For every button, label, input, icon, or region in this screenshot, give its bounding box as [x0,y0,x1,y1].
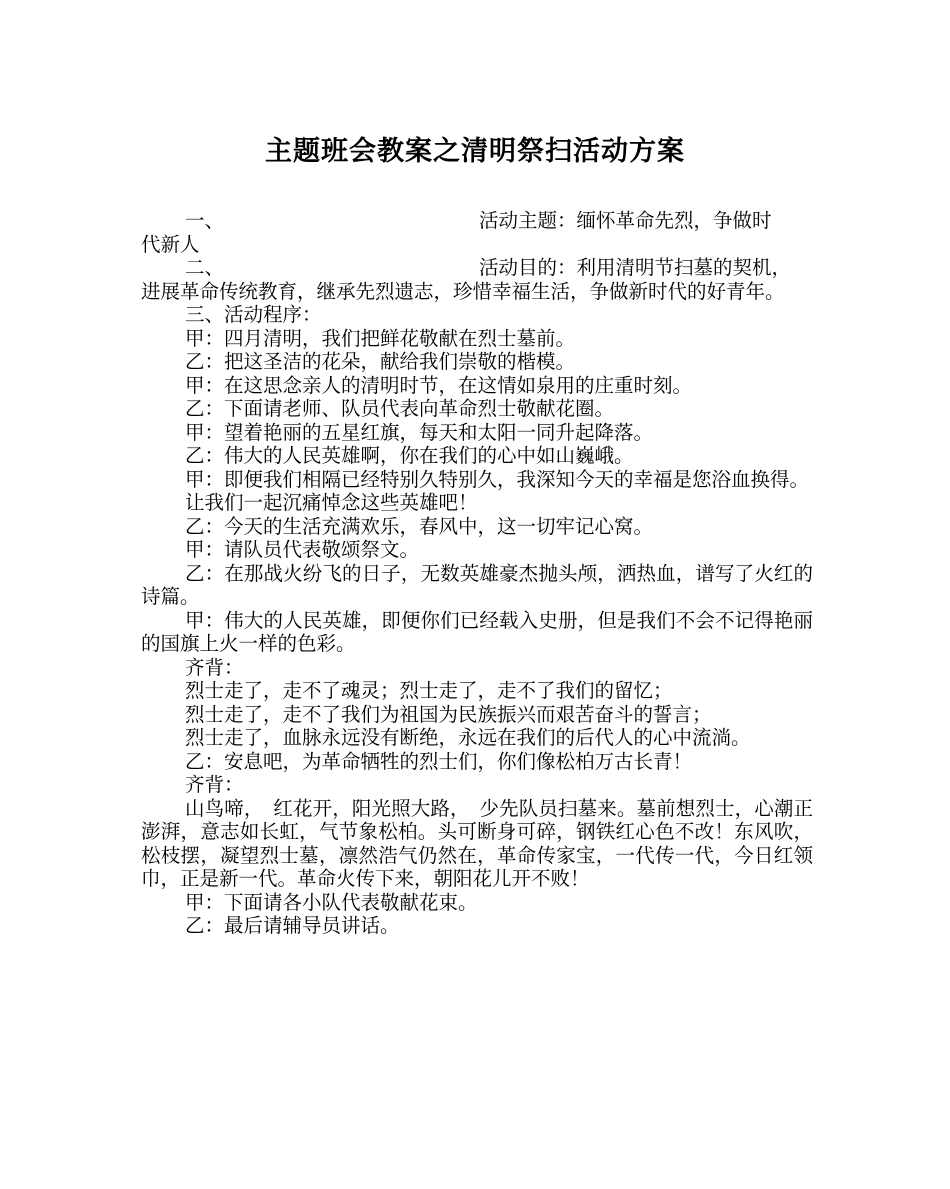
paragraph: 乙：把这圣洁的花朵，献给我们崇敬的楷模。 [185,350,576,373]
paragraph: 乙：在那战火纷飞的日子，无数英雄豪杰抛头颅，洒热血，谱写了火红的诗篇。 [141,561,813,608]
paragraph: 乙：今天的生活充满欢乐，春风中，这一切牢记心窝。 [185,514,654,538]
paragraph: 甲：下面请各小队代表敬献花束。 [185,890,478,914]
section-1-number: 一、 [185,209,225,232]
paragraph: 山鸟啼， 红花开，阳光照大路， 少先队员扫墓来。墓前想烈士，心潮正澎湃，意志如长虹，气节象松柏。头可断身可碎，钢铁红心色不改！东风吹，松枝摆，凝望烈士墓，凛然浩气仍然在，革命传家宝，一代传一代，今日红领巾，正是新一代。革命火传下来，朝阳花儿开不败！ [141,796,813,890]
paragraph: 烈士走了，走不了我们为祖国为民族振兴而艰苦奋斗的誓言； [185,702,712,726]
section-1-heading: 活动主题：缅怀革命先烈，争做时 [479,209,772,232]
paragraph: 烈士走了，走不了魂灵；烈士走了，走不了我们的留忆； [185,679,673,702]
paragraph: 乙：下面请老师、队员代表向革命烈士敬献花圈。 [185,397,615,420]
paragraph: 三、活动程序： [185,303,322,326]
section-2-continuation: 进展革命传统教育，继承先烈遗志，珍惜幸福生活，争做新时代的好青年。 [141,279,785,303]
paragraph: 齐背： [185,773,244,796]
paragraph: 乙：伟大的人民英雄啊，你在我们的心中如山巍峨。 [185,444,634,467]
paragraph: 让我们一起沉痛悼念这些英雄吧！ [185,491,478,514]
section-1 [141,209,813,256]
paragraph: 甲：在这思念亲人的清明时节，在这情如泉用的庄重时刻。 [185,373,693,397]
section-2 [141,256,813,303]
paragraph: 乙：最后请辅导员讲话。 [185,914,400,937]
paragraph: 甲：请队员代表敬颂祭文。 [185,538,420,561]
paragraph: 甲：即便我们相隔已经特别久特别久，我深知今天的幸福是您浴血换得。 [185,467,810,491]
paragraph: 烈士走了，血脉永远没有断绝，永远在我们的后代人的心中流淌。 [185,726,751,749]
document-title: 主题班会教案之清明祭扫活动方案 [265,136,685,167]
paragraph: 甲：望着艳丽的五星红旗，每天和太阳一同升起降落。 [185,420,654,444]
paragraph: 甲：伟大的人民英雄，即便你们已经载入史册，但是我们不会不记得艳丽的国旗上火一样的色彩。 [141,608,813,655]
paragraph: 甲：四月清明，我们把鲜花敬献在烈士墓前。 [185,326,576,350]
section-2-heading: 活动目的：利用清明节扫墓的契机， [479,256,792,279]
paragraph: 齐背： [185,655,244,679]
document-body [141,209,813,938]
section-2-number: 二、 [185,256,225,279]
section-1-continuation: 代新人 [141,232,200,256]
paragraph: 乙：安息吧，为革命牺牲的烈士们，你们像松柏万古长青！ [185,749,693,773]
